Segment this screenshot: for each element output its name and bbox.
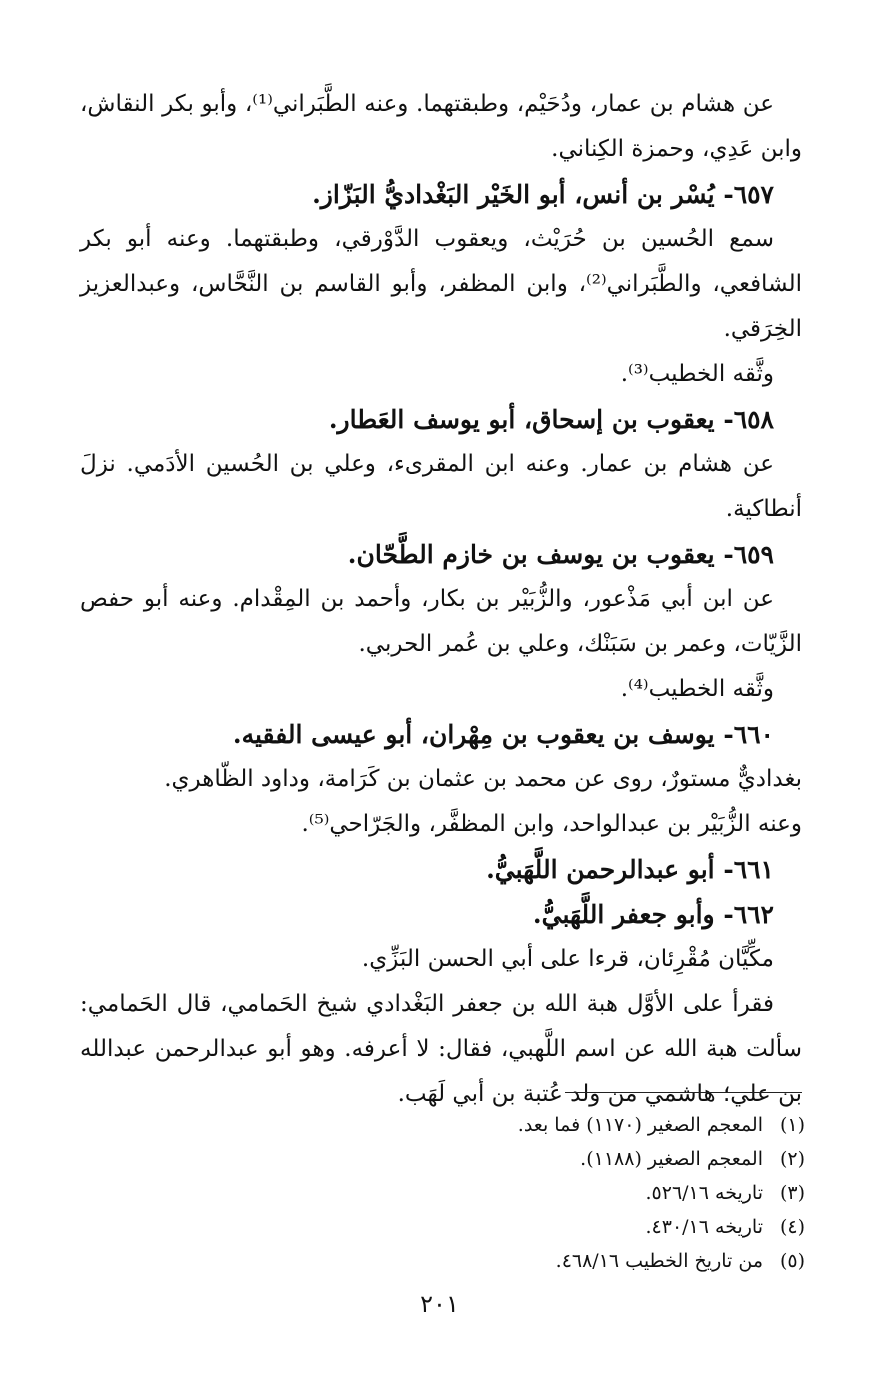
footnote xyxy=(71,1176,831,1210)
paragraph: سمع الحُسين بن حُرَيْث، ويعقوب الدَّوْرقي، وطبقتهما. وعنه أبو بكر الشافعي، والطَّبَراني⁽²⁾، وابن المظفر، وأبو القاسم بن النَّحَّاس، وعبدالعزيز الخِرَقي. xyxy=(80,226,802,342)
paragraph: وعنه الزُّبَيْر بن عبدالواحد، وابن المظفَّر، والجَرّاحي⁽⁵⁾. xyxy=(301,811,802,837)
paragraph: وثَّقه الخطيب⁽³⁾. xyxy=(620,361,774,387)
footnotes xyxy=(71,1108,831,1278)
footnote xyxy=(71,1244,831,1278)
paragraph: مكِّيَّان مُقْرِئان، قرءا على أبي الحسن البَزِّي. xyxy=(361,946,774,972)
main-text xyxy=(80,82,802,1117)
paragraph: وثَّقه الخطيب⁽⁴⁾. xyxy=(620,676,774,702)
footnote-text: تاريخه ٥٢٦/١٦. xyxy=(645,1182,763,1204)
entry-title-657: ٦٥٧- يُسْر بن أنس، أبو الخَيْر البَغْداديُّ البَزّاز. xyxy=(312,180,774,209)
footnote xyxy=(71,1142,831,1176)
footnote-number: (٤) xyxy=(779,1216,805,1238)
footnote xyxy=(71,1108,831,1142)
footnote-text: المعجم الصغير (١١٨٨). xyxy=(580,1148,763,1170)
footnote-number: (١) xyxy=(779,1114,805,1136)
paragraph: عن ابن أبي مَذْعور، والزُّبَيْر بن بكار، وأحمد بن المِقْدام. وعنه أبو حفص الزَّيّات، وعمر بن سَبَنْك، وعلي بن عُمر الحربي. xyxy=(80,586,802,657)
page-number: ٢٠١ xyxy=(420,1290,459,1318)
footnote-text: تاريخه ٤٣٠/١٦. xyxy=(645,1216,763,1238)
footnote-number: (٢) xyxy=(779,1148,805,1170)
footnote-divider xyxy=(565,1092,802,1093)
footnote-number: (٥) xyxy=(779,1250,805,1272)
entry-title-661: ٦٦١- أبو عبدالرحمن اللَّهَبيُّ. xyxy=(486,855,774,884)
footnote-text: المعجم الصغير (١١٧٠) فما بعد. xyxy=(517,1114,763,1136)
entry-title-659: ٦٥٩- يعقوب بن يوسف بن خازم الطَّحّان. xyxy=(347,540,774,569)
paragraph: بغداديٌّ مستورٌ، روى عن محمد بن عثمان بن كَرَامة، وداود الظّاهري. xyxy=(164,766,802,792)
paragraph: فقرأ على الأوَّل هبة الله بن جعفر البَغْدادي شيخ الحَمامي، قال الحَمامي: سألت هبة الله عن اسم اللَّهبي، فقال: لا أعرفه. وهو أبو عبدالرحمن عبدالله بن علي؛ هاشمي من ولد عُتبة بن أبي لَهَب. xyxy=(80,991,802,1107)
footnote xyxy=(71,1210,831,1244)
paragraph: عن هشام بن عمار. وعنه ابن المقرىء، وعلي بن الحُسين الأدَمي. نزلَ أنطاكية. xyxy=(80,451,802,522)
paragraph: عن هشام بن عمار، ودُحَيْم، وطبقتهما. وعنه الطَّبَراني⁽¹⁾، وأبو بكر النقاش، وابن عَدِي، وحمزة الكِناني. xyxy=(80,91,802,162)
entry-title-660: ٦٦٠- يوسف بن يعقوب بن مِهْران، أبو عيسى الفقيه. xyxy=(232,720,774,749)
footnote-number: (٣) xyxy=(779,1182,805,1204)
entry-title-658: ٦٥٨- يعقوب بن إسحاق، أبو يوسف العَطار. xyxy=(328,405,774,434)
footnote-text: من تاريخ الخطيب ٤٦٨/١٦. xyxy=(555,1250,763,1272)
entry-title-662: ٦٦٢- وأبو جعفر اللَّهَبيُّ. xyxy=(532,900,774,929)
